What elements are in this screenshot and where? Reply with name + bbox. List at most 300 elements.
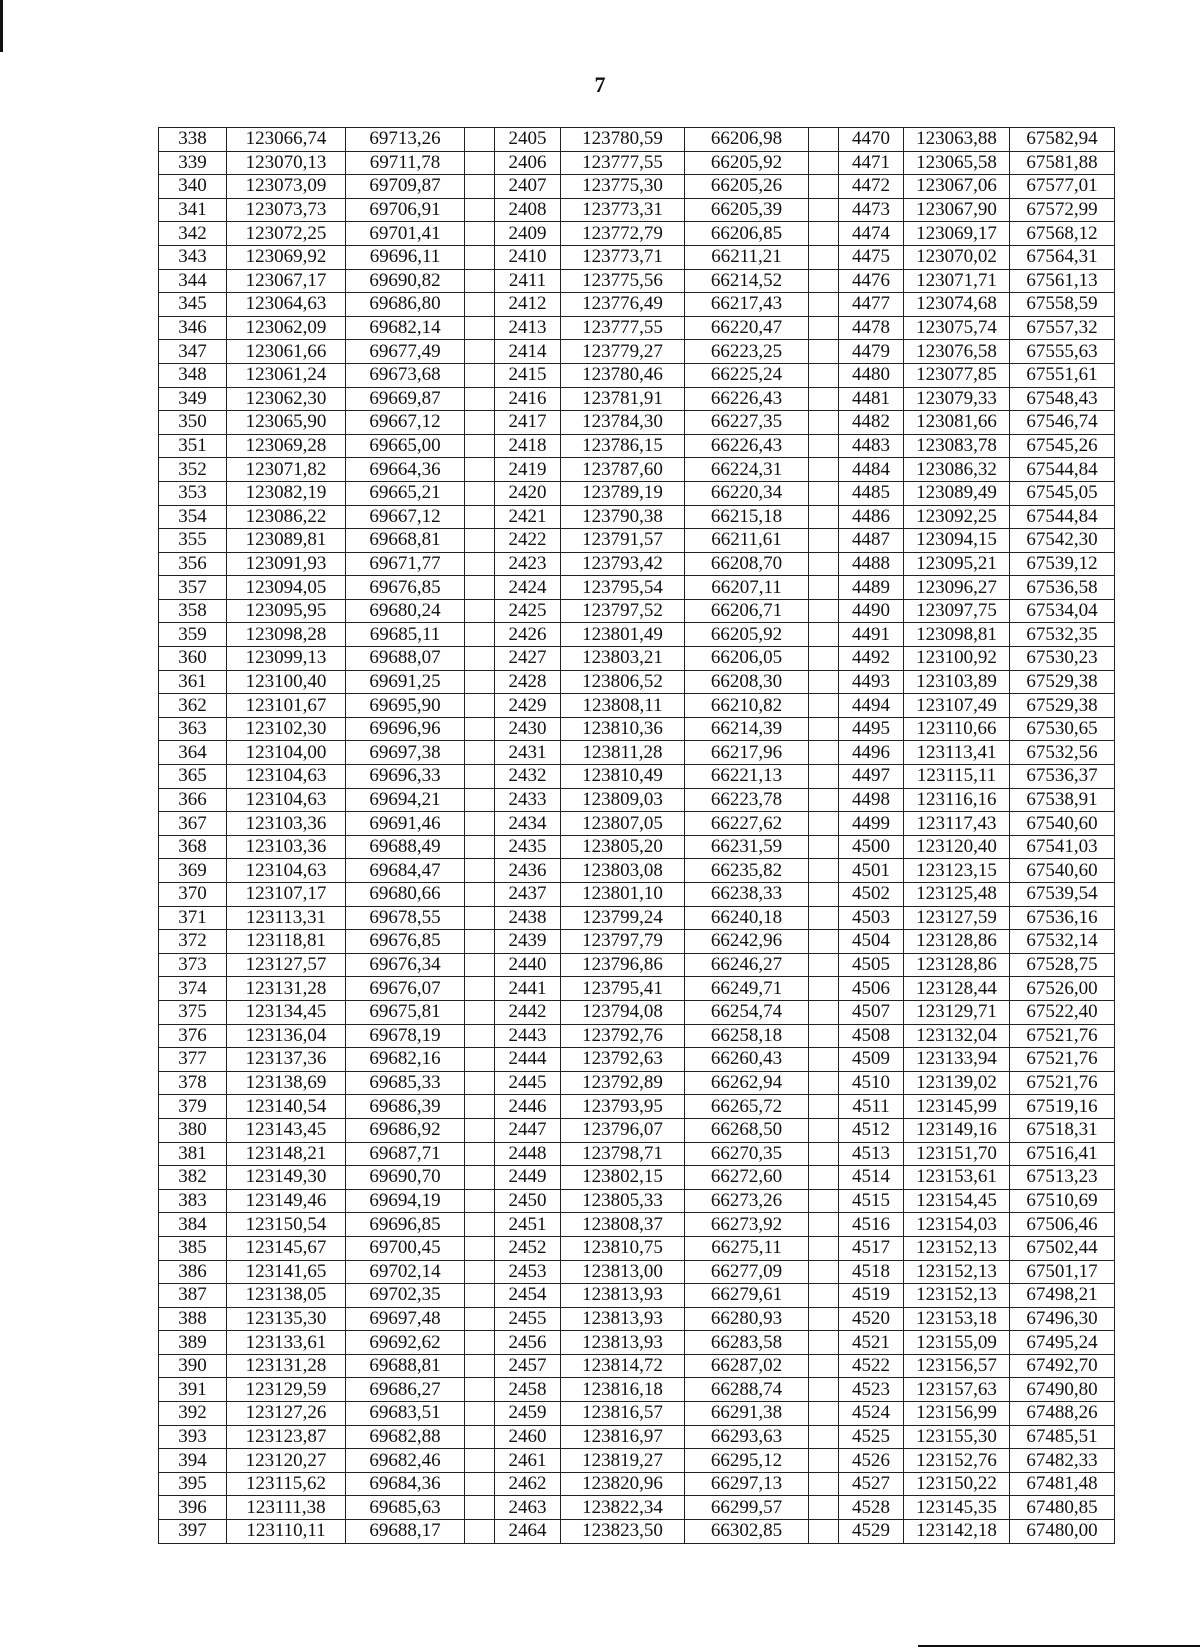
coord-x-cell: 123107,49 [904, 694, 1010, 718]
coord-y-cell: 66210,82 [685, 694, 809, 718]
coord-y-cell: 69675,81 [346, 1000, 465, 1024]
coord-y-cell: 69695,90 [346, 694, 465, 718]
point-number-cell: 384 [159, 1213, 227, 1237]
column-gap [809, 1236, 839, 1260]
coord-x-cell: 123142,18 [904, 1520, 1010, 1544]
column-gap [809, 859, 839, 883]
coord-y-cell: 67539,12 [1010, 552, 1115, 576]
point-number-cell: 383 [159, 1189, 227, 1213]
coord-x-cell: 123789,19 [561, 481, 685, 505]
coord-x-cell: 123814,72 [561, 1354, 685, 1378]
coord-x-cell: 123803,08 [561, 859, 685, 883]
coord-y-cell: 66223,78 [685, 788, 809, 812]
column-gap [465, 1024, 495, 1048]
column-gap [809, 1520, 839, 1544]
column-gap [809, 1166, 839, 1190]
coord-y-cell: 66268,50 [685, 1118, 809, 1142]
point-number-cell: 369 [159, 859, 227, 883]
coord-y-cell: 67568,12 [1010, 222, 1115, 246]
coord-y-cell: 66221,13 [685, 765, 809, 789]
coord-y-cell: 69680,66 [346, 883, 465, 907]
coord-x-cell: 123780,59 [561, 128, 685, 152]
column-gap [465, 1472, 495, 1496]
point-number-cell: 2424 [495, 576, 561, 600]
coord-x-cell: 123780,46 [561, 363, 685, 387]
coord-x-cell: 123070,13 [227, 151, 346, 175]
table-row [159, 269, 1115, 293]
coord-x-cell: 123779,27 [561, 340, 685, 364]
table-row [159, 788, 1115, 812]
coord-x-cell: 123145,35 [904, 1496, 1010, 1520]
coord-y-cell: 67555,63 [1010, 340, 1115, 364]
point-number-cell: 2463 [495, 1496, 561, 1520]
coord-x-cell: 123799,24 [561, 906, 685, 930]
coord-y-cell: 67541,03 [1010, 835, 1115, 859]
point-number-cell: 4525 [839, 1425, 904, 1449]
point-number-cell: 4514 [839, 1166, 904, 1190]
coord-x-cell: 123816,57 [561, 1402, 685, 1426]
coord-x-cell: 123082,19 [227, 481, 346, 505]
coord-y-cell: 66214,52 [685, 269, 809, 293]
coord-y-cell: 69713,26 [346, 128, 465, 152]
coord-x-cell: 123801,49 [561, 623, 685, 647]
coord-x-cell: 123152,76 [904, 1449, 1010, 1473]
column-gap [465, 1213, 495, 1237]
coord-x-cell: 123143,45 [227, 1118, 346, 1142]
coord-y-cell: 69665,00 [346, 434, 465, 458]
point-number-cell: 4488 [839, 552, 904, 576]
column-gap [809, 505, 839, 529]
coord-y-cell: 69683,51 [346, 1402, 465, 1426]
coord-y-cell: 66211,21 [685, 245, 809, 269]
coord-x-cell: 123802,15 [561, 1166, 685, 1190]
coord-y-cell: 67529,38 [1010, 694, 1115, 718]
coord-y-cell: 67530,65 [1010, 717, 1115, 741]
point-number-cell: 350 [159, 411, 227, 435]
coord-y-cell: 69667,12 [346, 505, 465, 529]
point-number-cell: 2460 [495, 1425, 561, 1449]
coord-y-cell: 66297,13 [685, 1472, 809, 1496]
point-number-cell: 396 [159, 1496, 227, 1520]
table-row [159, 599, 1115, 623]
column-gap [809, 175, 839, 199]
coord-y-cell: 66223,25 [685, 340, 809, 364]
coord-x-cell: 123152,13 [904, 1236, 1010, 1260]
coord-y-cell: 66265,72 [685, 1095, 809, 1119]
coord-y-cell: 67482,33 [1010, 1449, 1115, 1473]
column-gap [809, 835, 839, 859]
point-number-cell: 2445 [495, 1071, 561, 1095]
coord-y-cell: 66227,62 [685, 812, 809, 836]
point-number-cell: 4507 [839, 1000, 904, 1024]
coord-x-cell: 123083,78 [904, 434, 1010, 458]
column-gap [465, 411, 495, 435]
coord-y-cell: 67496,30 [1010, 1307, 1115, 1331]
coord-x-cell: 123103,89 [904, 670, 1010, 694]
coord-y-cell: 67490,80 [1010, 1378, 1115, 1402]
point-number-cell: 4504 [839, 930, 904, 954]
point-number-cell: 374 [159, 977, 227, 1001]
table-row [159, 222, 1115, 246]
coord-y-cell: 67513,23 [1010, 1166, 1115, 1190]
coord-y-cell: 67545,05 [1010, 481, 1115, 505]
table-row [159, 1095, 1115, 1119]
coord-x-cell: 123154,03 [904, 1213, 1010, 1237]
table-row [159, 1071, 1115, 1095]
coord-y-cell: 66231,59 [685, 835, 809, 859]
point-number-cell: 4509 [839, 1048, 904, 1072]
coord-y-cell: 69701,41 [346, 222, 465, 246]
coord-x-cell: 123073,09 [227, 175, 346, 199]
column-gap [465, 458, 495, 482]
coord-y-cell: 66291,38 [685, 1402, 809, 1426]
coord-x-cell: 123134,45 [227, 1000, 346, 1024]
point-number-cell: 4489 [839, 576, 904, 600]
point-number-cell: 4502 [839, 883, 904, 907]
coord-x-cell: 123820,96 [561, 1472, 685, 1496]
point-number-cell: 4473 [839, 198, 904, 222]
coord-y-cell: 66235,82 [685, 859, 809, 883]
coord-x-cell: 123091,93 [227, 552, 346, 576]
table-row [159, 1236, 1115, 1260]
coord-x-cell: 123786,15 [561, 434, 685, 458]
coord-y-cell: 66217,96 [685, 741, 809, 765]
column-gap [809, 694, 839, 718]
point-number-cell: 4510 [839, 1071, 904, 1095]
coord-x-cell: 123806,52 [561, 670, 685, 694]
point-number-cell: 2438 [495, 906, 561, 930]
point-number-cell: 381 [159, 1142, 227, 1166]
table-row [159, 741, 1115, 765]
column-gap [809, 1095, 839, 1119]
coord-x-cell: 123805,20 [561, 835, 685, 859]
column-gap [465, 552, 495, 576]
coord-x-cell: 123102,30 [227, 717, 346, 741]
coord-x-cell: 123138,05 [227, 1284, 346, 1308]
table-row [159, 906, 1115, 930]
column-gap [809, 1354, 839, 1378]
coord-x-cell: 123128,44 [904, 977, 1010, 1001]
coord-y-cell: 69682,46 [346, 1449, 465, 1473]
coord-y-cell: 69676,34 [346, 953, 465, 977]
point-number-cell: 4512 [839, 1118, 904, 1142]
coord-y-cell: 66272,60 [685, 1166, 809, 1190]
table-row [159, 1118, 1115, 1142]
column-gap [465, 765, 495, 789]
point-number-cell: 363 [159, 717, 227, 741]
coord-x-cell: 123777,55 [561, 316, 685, 340]
coord-x-cell: 123156,99 [904, 1402, 1010, 1426]
coord-x-cell: 123141,65 [227, 1260, 346, 1284]
point-number-cell: 2420 [495, 481, 561, 505]
point-number-cell: 361 [159, 670, 227, 694]
point-number-cell: 4500 [839, 835, 904, 859]
column-gap [465, 363, 495, 387]
coord-x-cell: 123776,49 [561, 293, 685, 317]
coord-y-cell: 69686,80 [346, 293, 465, 317]
coord-y-cell: 69696,96 [346, 717, 465, 741]
coord-x-cell: 123063,88 [904, 128, 1010, 152]
point-number-cell: 338 [159, 128, 227, 152]
coord-y-cell: 67532,35 [1010, 623, 1115, 647]
point-number-cell: 358 [159, 599, 227, 623]
point-number-cell: 4480 [839, 363, 904, 387]
coord-y-cell: 69696,11 [346, 245, 465, 269]
coord-x-cell: 123094,15 [904, 529, 1010, 553]
column-gap [809, 1496, 839, 1520]
coord-y-cell: 67488,26 [1010, 1402, 1115, 1426]
coord-x-cell: 123150,22 [904, 1472, 1010, 1496]
point-number-cell: 2437 [495, 883, 561, 907]
coord-y-cell: 69676,85 [346, 576, 465, 600]
point-number-cell: 340 [159, 175, 227, 199]
coord-x-cell: 123066,74 [227, 128, 346, 152]
coord-y-cell: 67530,23 [1010, 647, 1115, 671]
table-row [159, 717, 1115, 741]
coord-y-cell: 69691,25 [346, 670, 465, 694]
point-number-cell: 2461 [495, 1449, 561, 1473]
coord-y-cell: 69676,07 [346, 977, 465, 1001]
coord-x-cell: 123128,86 [904, 930, 1010, 954]
point-number-cell: 385 [159, 1236, 227, 1260]
point-number-cell: 364 [159, 741, 227, 765]
point-number-cell: 2411 [495, 269, 561, 293]
coord-y-cell: 67564,31 [1010, 245, 1115, 269]
coord-x-cell: 123787,60 [561, 458, 685, 482]
coord-x-cell: 123104,63 [227, 765, 346, 789]
coord-y-cell: 67501,17 [1010, 1260, 1115, 1284]
coord-x-cell: 123813,93 [561, 1307, 685, 1331]
column-gap [809, 647, 839, 671]
coord-x-cell: 123098,81 [904, 623, 1010, 647]
table-row [159, 1048, 1115, 1072]
point-number-cell: 4493 [839, 670, 904, 694]
table-row [159, 245, 1115, 269]
column-gap [465, 1236, 495, 1260]
point-number-cell: 2443 [495, 1024, 561, 1048]
coord-x-cell: 123154,45 [904, 1189, 1010, 1213]
point-number-cell: 2435 [495, 835, 561, 859]
point-number-cell: 2407 [495, 175, 561, 199]
coord-x-cell: 123135,30 [227, 1307, 346, 1331]
point-number-cell: 349 [159, 387, 227, 411]
coord-x-cell: 123823,50 [561, 1520, 685, 1544]
point-number-cell: 360 [159, 647, 227, 671]
column-gap [465, 1166, 495, 1190]
column-gap [809, 883, 839, 907]
table-row [159, 670, 1115, 694]
coord-x-cell: 123127,59 [904, 906, 1010, 930]
point-number-cell: 4470 [839, 128, 904, 152]
coord-x-cell: 123100,92 [904, 647, 1010, 671]
table-row [159, 1402, 1115, 1426]
column-gap [809, 812, 839, 836]
point-number-cell: 4527 [839, 1472, 904, 1496]
coord-y-cell: 66217,43 [685, 293, 809, 317]
column-gap [465, 222, 495, 246]
table-row [159, 1307, 1115, 1331]
coord-y-cell: 69696,33 [346, 765, 465, 789]
point-number-cell: 4523 [839, 1378, 904, 1402]
coord-y-cell: 67528,75 [1010, 953, 1115, 977]
table-row [159, 1213, 1115, 1237]
page-number: 7 [594, 72, 606, 97]
point-number-cell: 4521 [839, 1331, 904, 1355]
coord-x-cell: 123110,11 [227, 1520, 346, 1544]
coord-x-cell: 123086,22 [227, 505, 346, 529]
column-gap [465, 812, 495, 836]
coord-x-cell: 123152,13 [904, 1260, 1010, 1284]
coord-x-cell: 123795,41 [561, 977, 685, 1001]
coord-y-cell: 66214,39 [685, 717, 809, 741]
point-number-cell: 4529 [839, 1520, 904, 1544]
coord-y-cell: 67521,76 [1010, 1071, 1115, 1095]
coord-x-cell: 123075,74 [904, 316, 1010, 340]
coord-x-cell: 123139,02 [904, 1071, 1010, 1095]
coord-y-cell: 67516,41 [1010, 1142, 1115, 1166]
table-row [159, 151, 1115, 175]
coord-y-cell: 69678,55 [346, 906, 465, 930]
coord-x-cell: 123081,66 [904, 411, 1010, 435]
column-gap [809, 387, 839, 411]
coord-y-cell: 66205,26 [685, 175, 809, 199]
point-number-cell: 345 [159, 293, 227, 317]
point-number-cell: 2415 [495, 363, 561, 387]
point-number-cell: 351 [159, 434, 227, 458]
coord-x-cell: 123132,04 [904, 1024, 1010, 1048]
column-gap [465, 434, 495, 458]
coord-x-cell: 123131,28 [227, 1354, 346, 1378]
coord-y-cell: 66273,26 [685, 1189, 809, 1213]
coord-x-cell: 123065,90 [227, 411, 346, 435]
point-number-cell: 2452 [495, 1236, 561, 1260]
coord-x-cell: 123096,27 [904, 576, 1010, 600]
table-row [159, 623, 1115, 647]
coord-x-cell: 123798,71 [561, 1142, 685, 1166]
point-number-cell: 388 [159, 1307, 227, 1331]
coord-x-cell: 123792,89 [561, 1071, 685, 1095]
coord-y-cell: 67485,51 [1010, 1425, 1115, 1449]
table-row [159, 1284, 1115, 1308]
coord-x-cell: 123103,36 [227, 812, 346, 836]
coord-y-cell: 66287,02 [685, 1354, 809, 1378]
point-number-cell: 378 [159, 1071, 227, 1095]
coord-x-cell: 123810,75 [561, 1236, 685, 1260]
coord-x-cell: 123813,00 [561, 1260, 685, 1284]
coord-x-cell: 123813,93 [561, 1284, 685, 1308]
coord-x-cell: 123136,04 [227, 1024, 346, 1048]
coord-y-cell: 69684,47 [346, 859, 465, 883]
coord-y-cell: 69694,19 [346, 1189, 465, 1213]
coord-x-cell: 123089,81 [227, 529, 346, 553]
table-body [159, 128, 1115, 1544]
table-row [159, 859, 1115, 883]
column-gap [465, 694, 495, 718]
table-row [159, 1472, 1115, 1496]
coord-y-cell: 67536,16 [1010, 906, 1115, 930]
table-row [159, 1496, 1115, 1520]
coord-y-cell: 69685,11 [346, 623, 465, 647]
point-number-cell: 380 [159, 1118, 227, 1142]
point-number-cell: 4524 [839, 1402, 904, 1426]
coord-x-cell: 123797,79 [561, 930, 685, 954]
column-gap [465, 128, 495, 152]
point-number-cell: 346 [159, 316, 227, 340]
column-gap [465, 340, 495, 364]
point-number-cell: 370 [159, 883, 227, 907]
coord-x-cell: 123796,86 [561, 953, 685, 977]
point-number-cell: 4474 [839, 222, 904, 246]
coord-x-cell: 123101,67 [227, 694, 346, 718]
coord-y-cell: 66205,92 [685, 623, 809, 647]
table-row [159, 411, 1115, 435]
table-row [159, 647, 1115, 671]
point-number-cell: 4519 [839, 1284, 904, 1308]
column-gap [809, 930, 839, 954]
coord-y-cell: 67519,16 [1010, 1095, 1115, 1119]
column-gap [809, 411, 839, 435]
coord-x-cell: 123067,06 [904, 175, 1010, 199]
table-row [159, 694, 1115, 718]
column-gap [465, 953, 495, 977]
point-number-cell: 2427 [495, 647, 561, 671]
point-number-cell: 4517 [839, 1236, 904, 1260]
point-number-cell: 2425 [495, 599, 561, 623]
column-gap [465, 1095, 495, 1119]
coord-y-cell: 66275,11 [685, 1236, 809, 1260]
coord-y-cell: 67561,13 [1010, 269, 1115, 293]
coord-x-cell: 123157,63 [904, 1378, 1010, 1402]
point-number-cell: 355 [159, 529, 227, 553]
point-number-cell: 4476 [839, 269, 904, 293]
point-number-cell: 2458 [495, 1378, 561, 1402]
table-row [159, 883, 1115, 907]
coord-x-cell: 123113,41 [904, 741, 1010, 765]
column-gap [465, 1307, 495, 1331]
coord-x-cell: 123148,21 [227, 1142, 346, 1166]
column-gap [465, 859, 495, 883]
column-gap [809, 481, 839, 505]
coord-y-cell: 69680,24 [346, 599, 465, 623]
coord-x-cell: 123062,09 [227, 316, 346, 340]
point-number-cell: 393 [159, 1425, 227, 1449]
point-number-cell: 2408 [495, 198, 561, 222]
coord-y-cell: 67480,85 [1010, 1496, 1115, 1520]
point-number-cell: 348 [159, 363, 227, 387]
column-gap [465, 788, 495, 812]
coord-y-cell: 69668,81 [346, 529, 465, 553]
point-number-cell: 2421 [495, 505, 561, 529]
coord-x-cell: 123129,71 [904, 1000, 1010, 1024]
column-gap [809, 599, 839, 623]
column-gap [809, 269, 839, 293]
coord-y-cell: 66242,96 [685, 930, 809, 954]
table-row [159, 1331, 1115, 1355]
coordinate-table [158, 127, 1115, 1544]
coord-x-cell: 123140,54 [227, 1095, 346, 1119]
point-number-cell: 2450 [495, 1189, 561, 1213]
coord-y-cell: 67495,24 [1010, 1331, 1115, 1355]
point-number-cell: 357 [159, 576, 227, 600]
coord-y-cell: 66211,61 [685, 529, 809, 553]
point-number-cell: 2417 [495, 411, 561, 435]
point-number-cell: 2459 [495, 1402, 561, 1426]
point-number-cell: 2447 [495, 1118, 561, 1142]
point-number-cell: 341 [159, 198, 227, 222]
column-gap [465, 1118, 495, 1142]
coord-x-cell: 123065,58 [904, 151, 1010, 175]
table-row [159, 930, 1115, 954]
